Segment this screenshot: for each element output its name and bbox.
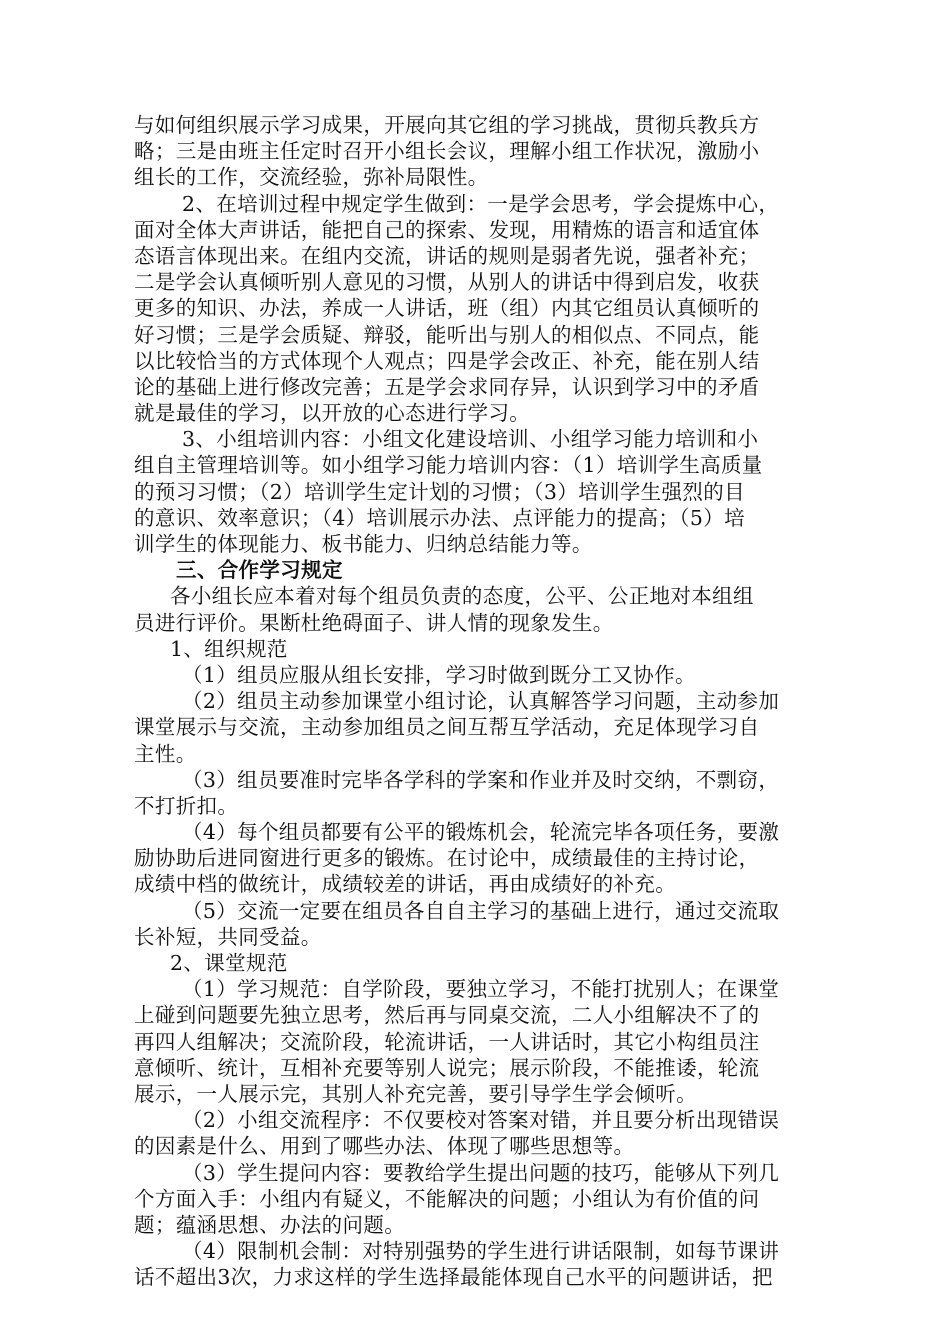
text-line: 以比较恰当的方式体现个人观点；四是学会改正、补充，能在别人结 bbox=[134, 348, 760, 373]
text-line: 组自主管理培训等。如小组学习能力培训内容：（1）培训学生高质量 bbox=[134, 453, 763, 478]
text-line: 话不超出3次，力求这样的学生选择最能体现自己水平的问题讲话，把 bbox=[134, 1265, 773, 1290]
text-line: 个方面入手：小组内有疑义，不能解决的问题；小组认为有价值的问 bbox=[134, 1186, 760, 1211]
text-line: 各小组长应本着对每个组员负责的态度，公平、公正地对本组组 bbox=[170, 584, 754, 609]
text-line: 的预习习惯；（2）培训学生定计划的习惯；（3）培训学生强烈的目 bbox=[134, 479, 745, 504]
text-line: 二是学会认真倾听别人意见的习惯，从别人的讲话中得到启发，收获 bbox=[134, 270, 760, 295]
text-line: 组长的工作，交流经验，弥补局限性。 bbox=[134, 165, 489, 190]
text-line: （1）学习规范：自学阶段，要独立学习，不能打扰别人；在课堂 bbox=[182, 977, 780, 1002]
text-line: （3）组员要准时完毕各学科的学案和作业并及时交纳，不剽窃， bbox=[182, 767, 780, 792]
text-line: 不打折扣。 bbox=[134, 793, 239, 818]
text-line: 长补短，共同受益。 bbox=[134, 924, 322, 949]
text-line: 更多的知识、办法，养成一人讲话，班（组）内其它组员认真倾听的 bbox=[134, 296, 760, 321]
text-line: 的因素是什么、用到了哪些办法、体现了哪些思想等。 bbox=[134, 1134, 635, 1159]
text-line: （1）组员应服从组长安排，学习时做到既分工又协作。 bbox=[182, 662, 696, 687]
text-line: 就是最佳的学习，以开放的心态进行学习。 bbox=[134, 401, 531, 426]
text-line: 态语言体现出来。在组内交流，讲话的规则是弱者先说，强者补充； bbox=[134, 243, 760, 268]
text-line: 题；蕴涵思想、办法的问题。 bbox=[134, 1212, 406, 1237]
text-line: 成绩中档的做统计，成绩较差的讲话，再由成绩好的补充。 bbox=[134, 872, 677, 897]
text-line: 训学生的体现能力、板书能力、归纳总结能力等。 bbox=[134, 532, 593, 556]
text-line: （4）每个组员都要有公平的锻炼机会，轮流完毕各项任务，要激 bbox=[182, 820, 780, 845]
text-line: 2、课堂规范 bbox=[170, 951, 288, 975]
text-line: 1、组织规范 bbox=[170, 636, 288, 661]
text-line: （4）限制机会制：对特别强势的学生进行讲话限制，如每节课讲 bbox=[182, 1239, 780, 1264]
text-line: 与如何组织展示学习成果，开展向其它组的学习挑战，贯彻兵教兵方 bbox=[134, 113, 760, 137]
text-line: 展示，一人展示完，其别人补充完善，要引导学生学会倾听。 bbox=[134, 1081, 697, 1106]
text-line: 意倾听、统计，互相补充要等别人说完；展示阶段，不能推诿，轮流 bbox=[134, 1055, 760, 1080]
text-line: 3、小组培训内容：小组文化建设培训、小组学习能力培训和小 bbox=[182, 427, 759, 452]
text-line: 好习惯；三是学会质疑、辩驳，能听出与别人的相似点、不同点，能 bbox=[134, 322, 760, 347]
text-line: 的意识、效率意识；（4）培训展示办法、点评能力的提高；（5）培 bbox=[134, 505, 745, 530]
text-line: （3）学生提问内容：要教给学生提出问题的技巧，能够从下列几 bbox=[182, 1160, 780, 1185]
text-line: （2）组员主动参加课堂小组讨论，认真解答学习问题，主动参加 bbox=[182, 689, 780, 714]
document-body bbox=[134, 112, 824, 1290]
text-line: （2）小组交流程序：不仅要校对答案对错，并且要分析出现错误 bbox=[182, 1108, 780, 1133]
text-line: 员进行评价。果断杜绝碍面子、讲人情的现象发生。 bbox=[134, 610, 614, 635]
text-line: 论的基础上进行修改完善；五是学会求同存异，认识到学习中的矛盾 bbox=[134, 374, 760, 399]
text-line: 2、在培训过程中规定学生做到：一是学会思考，学会提炼中心， bbox=[182, 191, 780, 216]
text-line: 课堂展示与交流，主动参加组员之间互帮互学活动，充足体现学习自 bbox=[134, 715, 760, 740]
text-line: 略；三是由班主任定时召开小组长会议，理解小组工作状况，激励小 bbox=[134, 139, 760, 164]
text-line: 再四人组解决；交流阶段，轮流讲话，一人讲话时，其它小构组员注 bbox=[134, 1029, 760, 1054]
text-line: 主性。 bbox=[134, 741, 197, 766]
text-line: 上碰到问题要先独立思考，然后再与同桌交流，二人小组解决不了的 bbox=[134, 1003, 760, 1028]
text-line: 面对全体大声讲话，能把自己的探索、发现，用精炼的语言和适宜体 bbox=[134, 217, 760, 242]
text-line: （5）交流一定要在组员各自自主学习的基础上进行，通过交流取 bbox=[182, 898, 780, 923]
text-line: 励协助后进同窗进行更多的锻炼。在讨论中，成绩最佳的主持讨论， bbox=[134, 846, 760, 871]
section-heading: 三、合作学习规定 bbox=[176, 558, 343, 583]
